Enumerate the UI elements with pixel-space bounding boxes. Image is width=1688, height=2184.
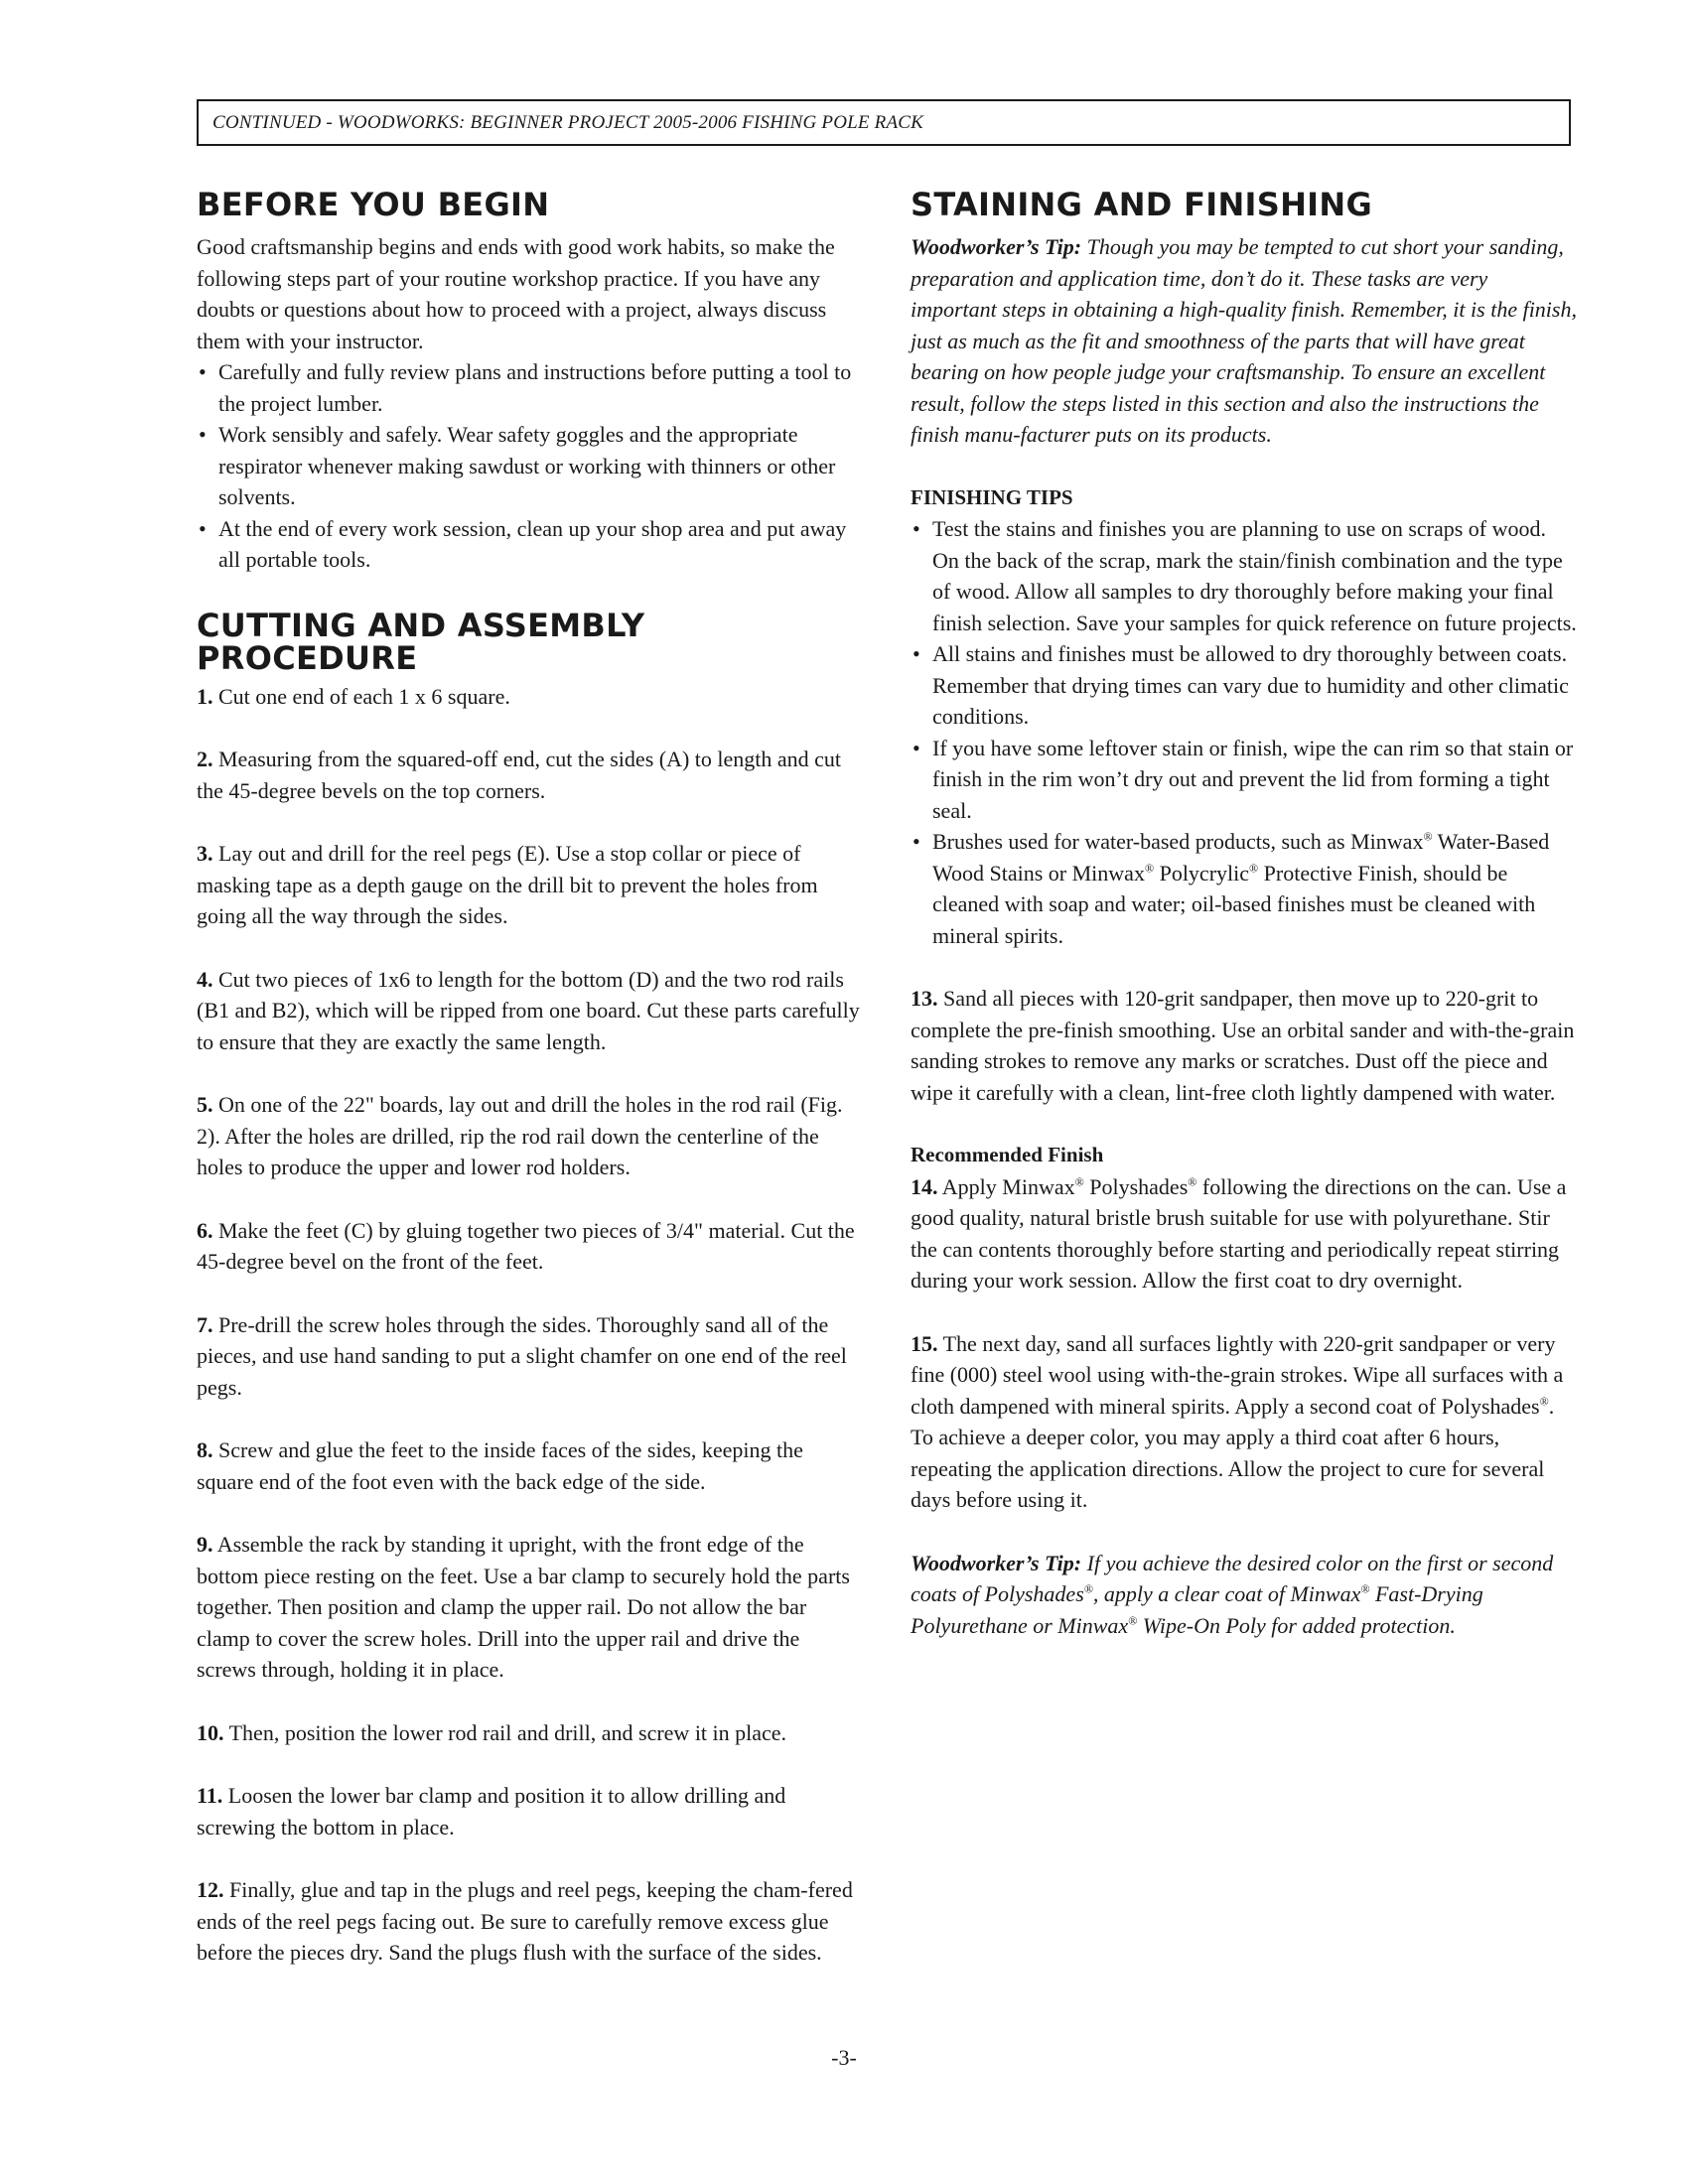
woodworker-tip: [911, 231, 1578, 451]
page-number: -3-: [831, 2045, 857, 2070]
before-intro-paragraph: Good craftsmanship begins and ends with good work habits, so make the following steps part of your routine workshop practice. If you have any doubts or questions about how to proceed with a project, always discuss them with your instructor.: [197, 234, 835, 353]
step-number: 15.: [911, 1330, 938, 1356]
procedure-step: [197, 1434, 864, 1497]
tip-text: Though you may be tempted to cut short your sanding, preparation and application time, don’t do it. These tasks are very important steps in obtaining a high-quality finish. Remember, it is the finish, just as much as the fit and smoothness of the parts that will have great bearing on how people judge your craftsmanship. To ensure an excellent result, follow the steps listed in this section and also the instructions the finish manu-facturer puts on its products.: [911, 234, 1577, 447]
finishing-tip-bullet: • If you have some leftover stain or finish, wipe the can rim so that stain or finish in the rim won’t dry out and prevent the lid from forming a tight seal.: [911, 733, 1578, 827]
tip-label: Woodworker’s Tip:: [911, 234, 1082, 259]
step-number: 8.: [197, 1437, 213, 1462]
step-text: Then, position the lower rod rail and drill, and screw it in place.: [228, 1719, 787, 1745]
registered-mark: ®: [1360, 1581, 1370, 1596]
step-text: Sand all pieces with 120-grit sandpaper, then move up to 220-grit to complete the pre-finish smoothing. Use an orbital sander and with-the-grain sanding strokes to remove any marks or scratches. Dust off the piece and wipe it carefully with a clean, lint-free cloth lightly dampened with water.: [911, 986, 1575, 1105]
cutting-heading-line1: CUTTING AND ASSEMBLY: [197, 606, 645, 644]
registered-mark: ®: [1249, 861, 1259, 876]
step-number: 13.: [911, 986, 938, 1011]
staining-finishing-heading: STAINING AND FINISHING: [911, 186, 1373, 223]
step-text: Loosen the lower bar clamp and position it to allow drilling and screwing the bottom in place.: [197, 1783, 786, 1840]
step-text: Make the feet (C) by gluing together two pieces of 3/4" material. Cut the 45-degree bevel on the front of the feet.: [197, 1217, 855, 1274]
before-bullet-list: [197, 356, 864, 576]
finishing-tips-heading: FINISHING TIPS: [911, 484, 1073, 509]
finishing-tips-list: [911, 513, 1578, 951]
registered-mark: ®: [1074, 1174, 1084, 1189]
step-number: 3.: [197, 841, 213, 866]
procedure-step: [197, 964, 864, 1058]
finishing-tip-bullet: • Brushes used for water-based products, such as Minwax® Water-Based Wood Stains or Minwax® Polycrylic® Protective Finish, should be cleaned with soap and water; oil-based finishes must be cleaned with mineral spirits.: [911, 826, 1578, 951]
procedure-step: [197, 838, 864, 932]
step-number: 12.: [197, 1877, 224, 1902]
procedure-step: [197, 1089, 864, 1183]
step-text: Measuring from the squared-off end, cut the sides (A) to length and cut the 45-degree bevels on the top corners.: [197, 747, 842, 803]
procedure-step: [197, 1215, 864, 1278]
procedure-step: [911, 983, 1578, 1108]
step-number: 9.: [197, 1532, 213, 1557]
step-text: Lay out and drill for the reel pegs (E). Use a stop collar or piece of masking tape as a depth gauge on the drill bit to prevent the holes from going all the way through the sides.: [197, 841, 818, 928]
procedure-step: [197, 1717, 864, 1749]
running-header-text: CONTINUED - WOODWORKS: BEGINNER PROJECT 2005-2006 FISHING POLE RACK: [212, 112, 924, 133]
step-number: 11.: [197, 1783, 223, 1808]
finishing-tip-bullet: • Test the stains and finishes you are planning to use on scraps of wood. On the back of the scrap, mark the stain/finish combination and the type of wood. Allow all samples to dry thoroughly before making your final finish selection. Save your samples for quick reference on future projects.: [911, 513, 1578, 638]
before-bullet: • At the end of every work session, clean up your shop area and put away all portable tools.: [197, 513, 864, 576]
recommended-finish-heading: Recommended Finish: [911, 1143, 1104, 1166]
registered-mark: ®: [1144, 861, 1155, 876]
step-text: On one of the 22" boards, lay out and drill the holes in the rod rail (Fig. 2). After the holes are drilled, rip the rod rail down the centerline of the holes to produce the upper and lower rod holders.: [197, 1092, 843, 1179]
step-number: 5.: [197, 1092, 213, 1117]
woodworker-tip: Woodworker’s Tip: If you achieve the desired color on the first or second coats of Polyshades®, apply a clear coat of Minwax® Fast-Drying Polyurethane or Minwax® Wipe-On Poly for added protection.: [911, 1550, 1554, 1638]
step-text: Cut two pieces of 1x6 to length for the bottom (D) and the two rod rails (B1 and B2), which will be ripped from one board. Cut these parts carefully to ensure that they are exactly the same length.: [197, 966, 860, 1054]
step-number: 10.: [197, 1719, 224, 1745]
left-column: [197, 186, 864, 2000]
procedure-step: [197, 1529, 864, 1686]
registered-mark: ®: [1539, 1394, 1549, 1409]
step-text: Screw and glue the feet to the inside faces of the sides, keeping the square end of the foot even with the back edge of the side.: [197, 1437, 803, 1494]
before-you-begin-heading: BEFORE YOU BEGIN: [197, 186, 550, 223]
step-number: 6.: [197, 1217, 213, 1243]
before-bullet: • Work sensibly and safely. Wear safety goggles and the appropriate respirator whenever making sawdust or working with thinners or other solvents.: [197, 419, 864, 513]
step-text: Finally, glue and tap in the plugs and reel pegs, keeping the cham-fered ends of the reel pegs facing out. Be sure to carefully remove excess glue before the pieces dry. Sand the plugs flush with the surface of the sides.: [197, 1877, 853, 1965]
step-text: Cut one end of each 1 x 6 square.: [218, 683, 510, 709]
step-number: 7.: [197, 1311, 213, 1337]
procedure-step: [197, 1780, 864, 1843]
right-column: [911, 186, 1578, 1641]
procedure-step: [197, 681, 864, 713]
registered-mark: ®: [1083, 1581, 1093, 1596]
registered-mark: ®: [1188, 1174, 1197, 1189]
finishing-tip-bullet: • All stains and finishes must be allowed to dry thoroughly between coats. Remember that drying times can vary due to humidity and other climatic conditions.: [911, 638, 1578, 733]
registered-mark: ®: [1423, 829, 1433, 844]
step-number: 1.: [197, 683, 213, 709]
step-text: Assemble the rack by standing it upright, with the front edge of the bottom piece resting on the feet. Use a bar clamp to securely hold the parts together. Then position and clamp the upper rail. Do not allow the bar clamp to cover the screw holes. Drill into the upper rail and drive the screws through, holding it in place.: [197, 1532, 850, 1682]
running-header: [197, 99, 1571, 146]
step-number: 4.: [197, 966, 213, 992]
registered-mark: ®: [1128, 1613, 1138, 1628]
procedure-step: [197, 1309, 864, 1404]
procedure-step: 15. The next day, sand all surfaces lightly with 220-grit sandpaper or very fine (000) steel wool using with-the-grain strokes. Wipe all surfaces with a cloth dampened with mineral spirits. Apply a second coat of Polyshades®. To achieve a deeper color, you may apply a third coat after 6 hours, repeating the application directions. Allow the project to cure for several days before using it.: [911, 1330, 1564, 1512]
procedure-step: 14. Apply Minwax® Polyshades® following the directions on the can. Use a good quality, natural bristle brush suitable for use with polyurethane. Stir the can contents thoroughly before starting and periodically repeat stirring during your work session. Allow the first coat to dry overnight.: [911, 1173, 1567, 1293]
cutting-heading-line2: PROCEDURE: [197, 638, 418, 677]
procedure-step: [197, 1874, 864, 1969]
tip-label: Woodworker’s Tip:: [911, 1550, 1082, 1575]
procedure-step: [197, 744, 864, 806]
step-number: 2.: [197, 747, 213, 771]
cutting-assembly-heading: [197, 606, 864, 677]
step-number: 14.: [911, 1173, 938, 1199]
before-bullet: • Carefully and fully review plans and instructions before putting a tool to the project lumber.: [197, 356, 864, 419]
step-text: Pre-drill the screw holes through the sides. Thoroughly sand all of the pieces, and use hand sanding to put a slight chamfer on one end of the reel pegs.: [197, 1311, 847, 1400]
